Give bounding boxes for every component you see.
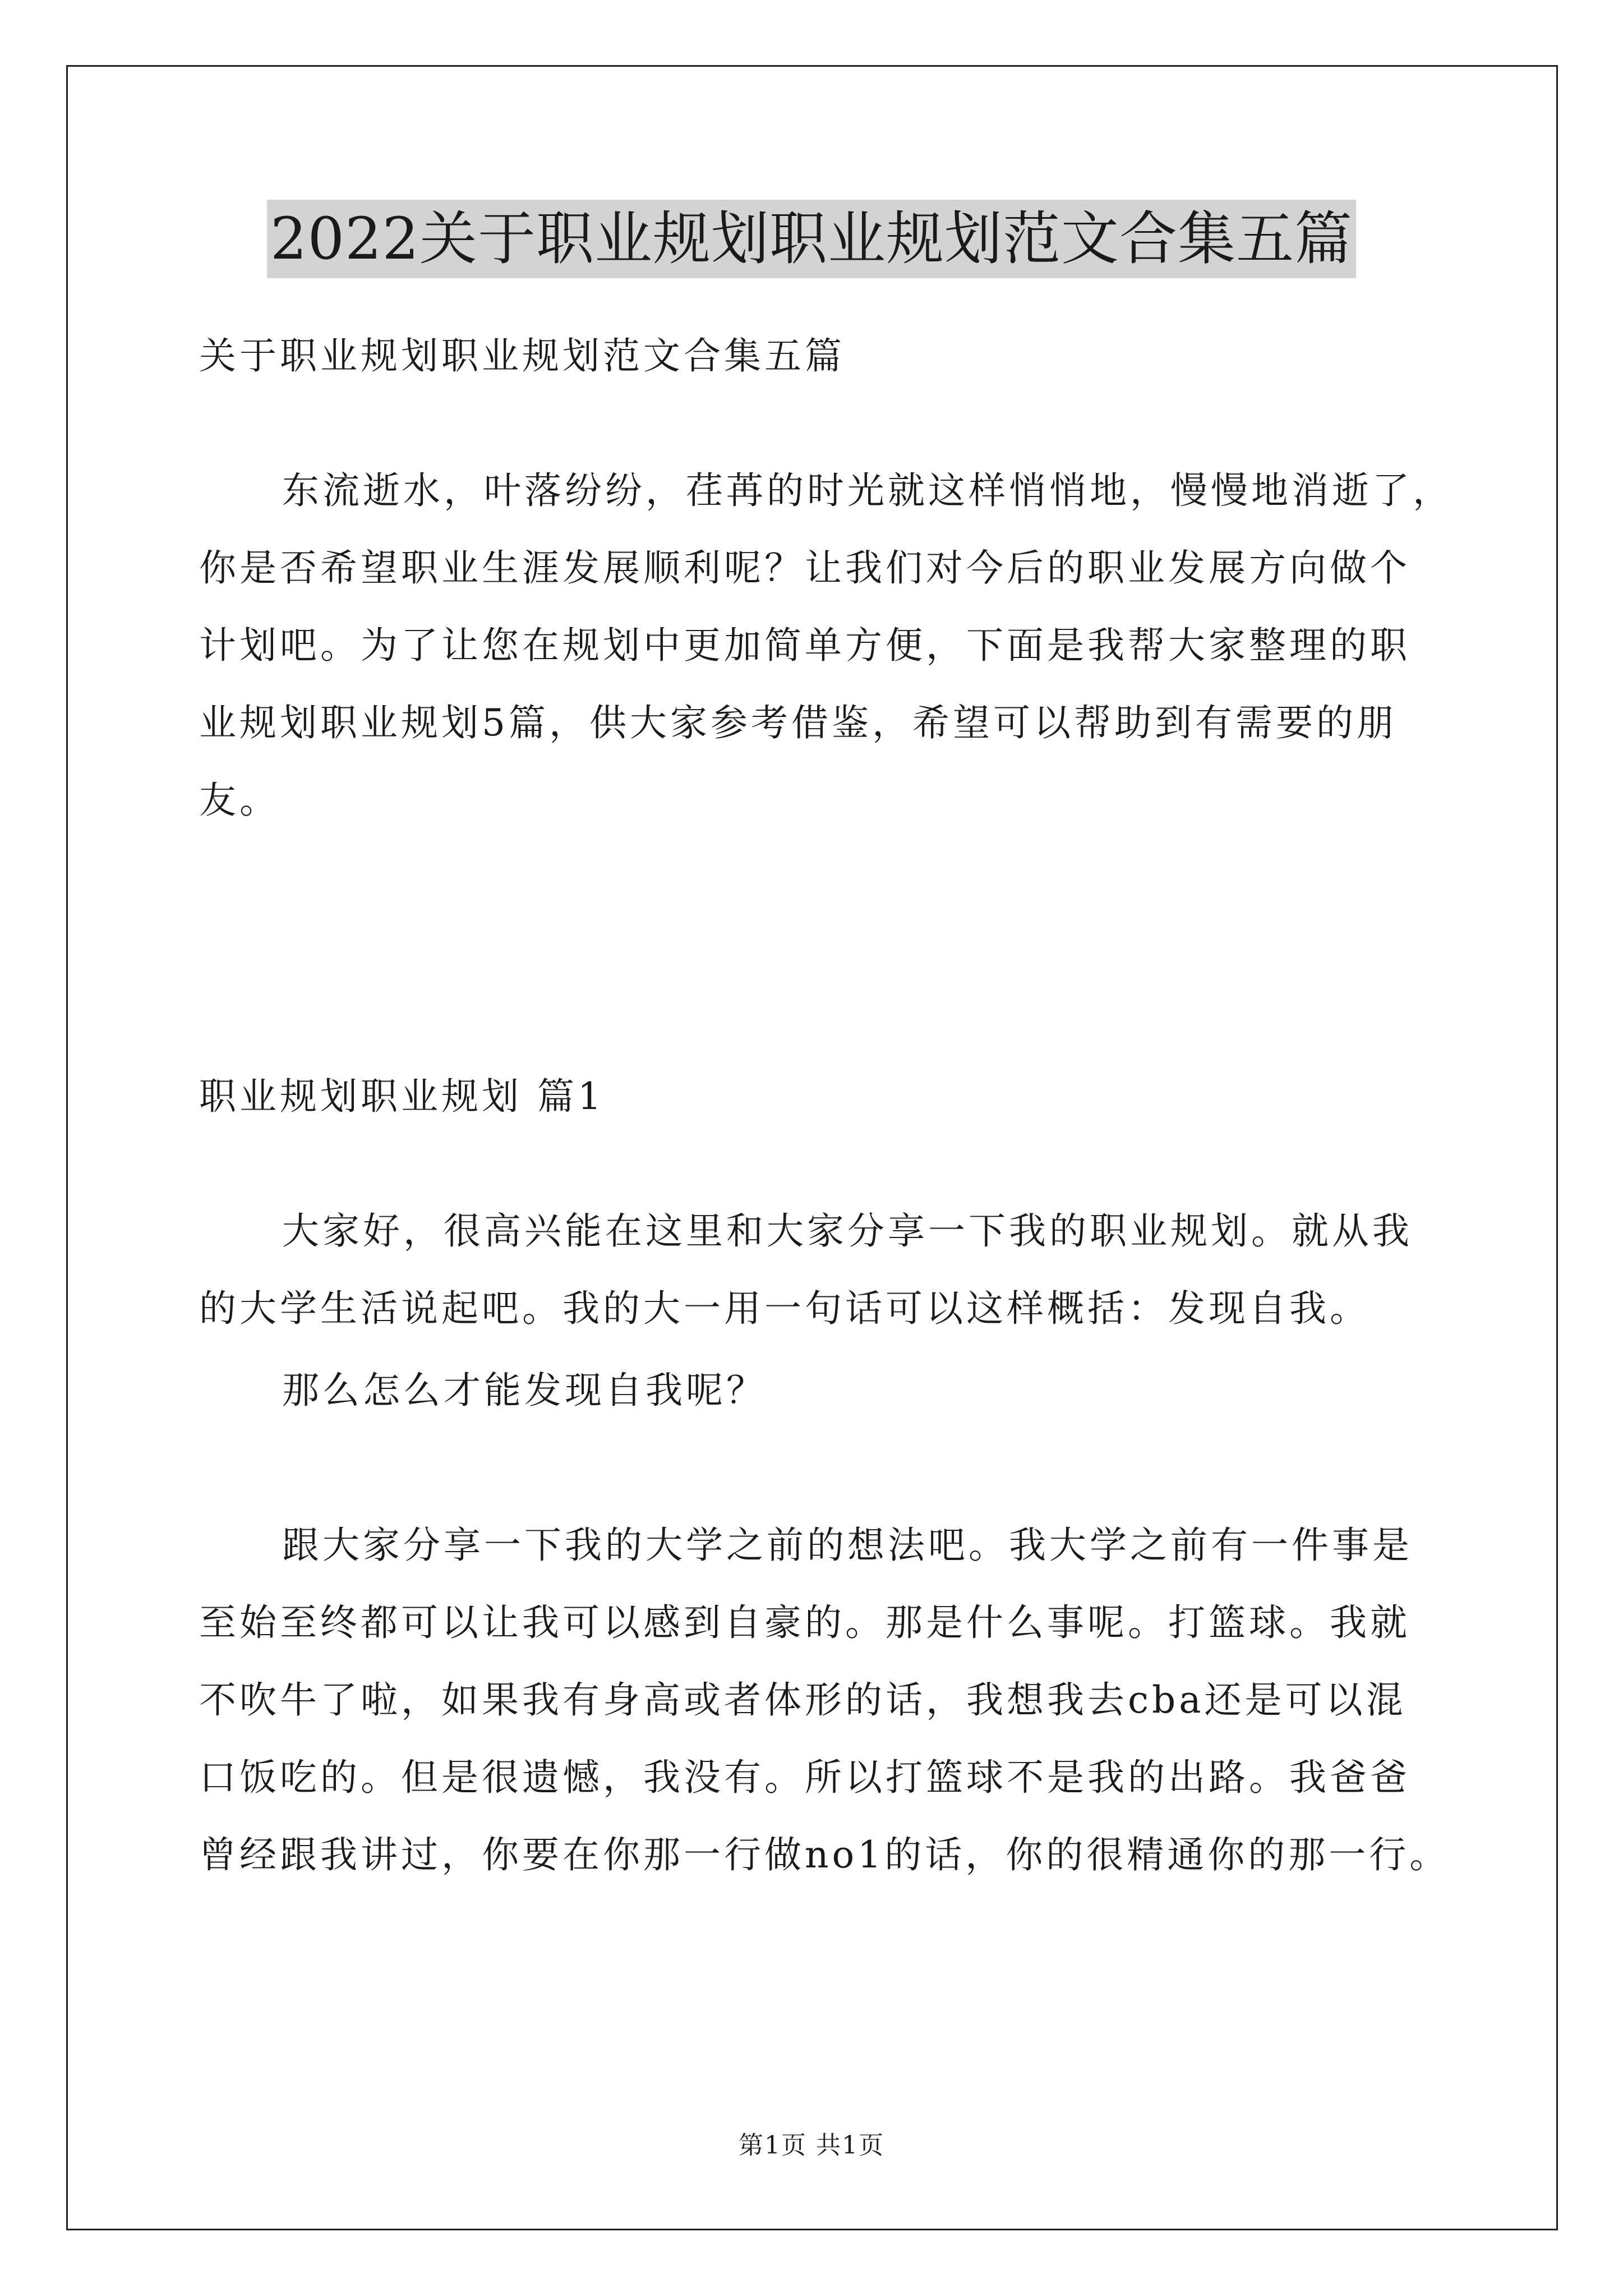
document-subtitle-block: [199, 318, 1438, 395]
paragraph-line: 不吹牛了啦，如果我有身高或者体形的话，我想我去cba还是可以混: [199, 1678, 1407, 1722]
section-paragraph-3: [199, 1507, 1450, 1894]
intro-line: 东流逝水，叶落纷纷，荏苒的时光就这样悄悄地，慢慢地消逝了，: [282, 469, 1453, 512]
document-title: 2022关于职业规划职业规划范文合集五篇: [267, 200, 1356, 278]
paragraph-line: 曾经跟我讲过，你要在你那一行做no1的话，你的很精通你的那一行。: [199, 1833, 1450, 1876]
page-number: 第1页 共1页: [739, 2131, 884, 2160]
section-heading-block: [199, 1058, 1438, 1135]
paragraph-line: 跟大家分享一下我的大学之前的想法吧。我大学之前有一件事是: [282, 1524, 1413, 1567]
section-paragraph-2: [199, 1352, 1438, 1429]
intro-line: 你是否希望职业生涯发展顺利呢？让我们对今后的职业发展方向做个: [199, 546, 1410, 590]
intro-line: 计划吧。为了让您在规划中更加简单方便，下面是我帮大家整理的职: [199, 624, 1410, 667]
paragraph-line: 那么怎么才能发现自我呢？: [282, 1369, 767, 1412]
title-container: [0, 200, 1623, 278]
paragraph-line: 大家好，很高兴能在这里和大家分享一下我的职业规划。就从我: [282, 1209, 1413, 1253]
paragraph-line: 口饭吃的。但是很遗憾，我没有。所以打篮球不是我的出路。我爸爸: [199, 1756, 1410, 1799]
intro-line: 业规划职业规划5篇，供大家参考借鉴，希望可以帮助到有需要的朋: [199, 701, 1397, 744]
intro-line: 友。: [199, 779, 280, 822]
intro-paragraph: [199, 452, 1453, 839]
document-subtitle: 关于职业规划职业规划范文合集五篇: [199, 334, 845, 378]
section-paragraph-1: [199, 1193, 1438, 1347]
section-heading: 职业规划职业规划 篇1: [199, 1075, 605, 1118]
paragraph-line: 的大学生活说起吧。我的大一用一句话可以这样概括：发现自我。: [199, 1287, 1370, 1330]
paragraph-line: 至始至终都可以让我可以感到自豪的。那是什么事呢。打篮球。我就: [199, 1601, 1410, 1644]
page-footer: [0, 2129, 1623, 2162]
